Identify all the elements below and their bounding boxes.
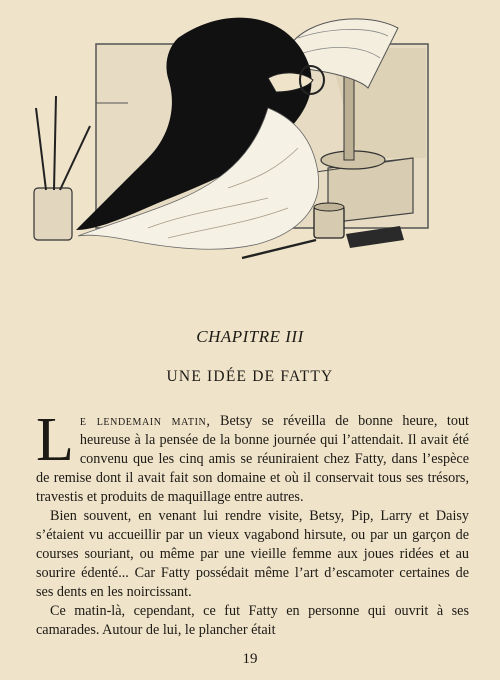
paragraph-1-text: Betsy se réveilla de bonne heure, tout heureuse à la pensée de la bonne journée qui l’attendait. Il avait été convenu que les cinq amis se réuniraient chez Fatty, dans l’espèce de remise dont il avait fait son domaine et où il conservait tous ses trésors, travestis et produits de maquillage entre autres.	[36, 413, 469, 505]
chapter-body	[36, 406, 469, 640]
drop-cap: L	[36, 406, 74, 474]
chapter-number: CHAPITRE III	[196, 327, 304, 346]
page-number: 19	[242, 651, 258, 667]
disguise-illustration-icon	[28, 8, 468, 270]
lead-small-caps: e lendemain matin,	[79, 413, 211, 429]
paragraph-3: Ce matin-là, cependant, ce fut Fatty en personne qui ouvrit à ses camarades. Autour de lui, le plancher était	[36, 603, 469, 638]
paragraph-2: Bien souvent, en venant lui rendre visite, Betsy, Pip, Larry et Daisy s’étaient vu accueillir par un vieux vagabond hirsute, ou par un garçon de courses souriant, ou même par une vieille femme aux joues ridées et au sourire édenté... Car Fatty possédait même l’art d’escamoter certaines de ses dents en les noircissant.	[36, 508, 469, 600]
chapter-title: UNE IDÉE DE FATTY	[166, 368, 334, 385]
paragraph-1	[36, 406, 469, 507]
